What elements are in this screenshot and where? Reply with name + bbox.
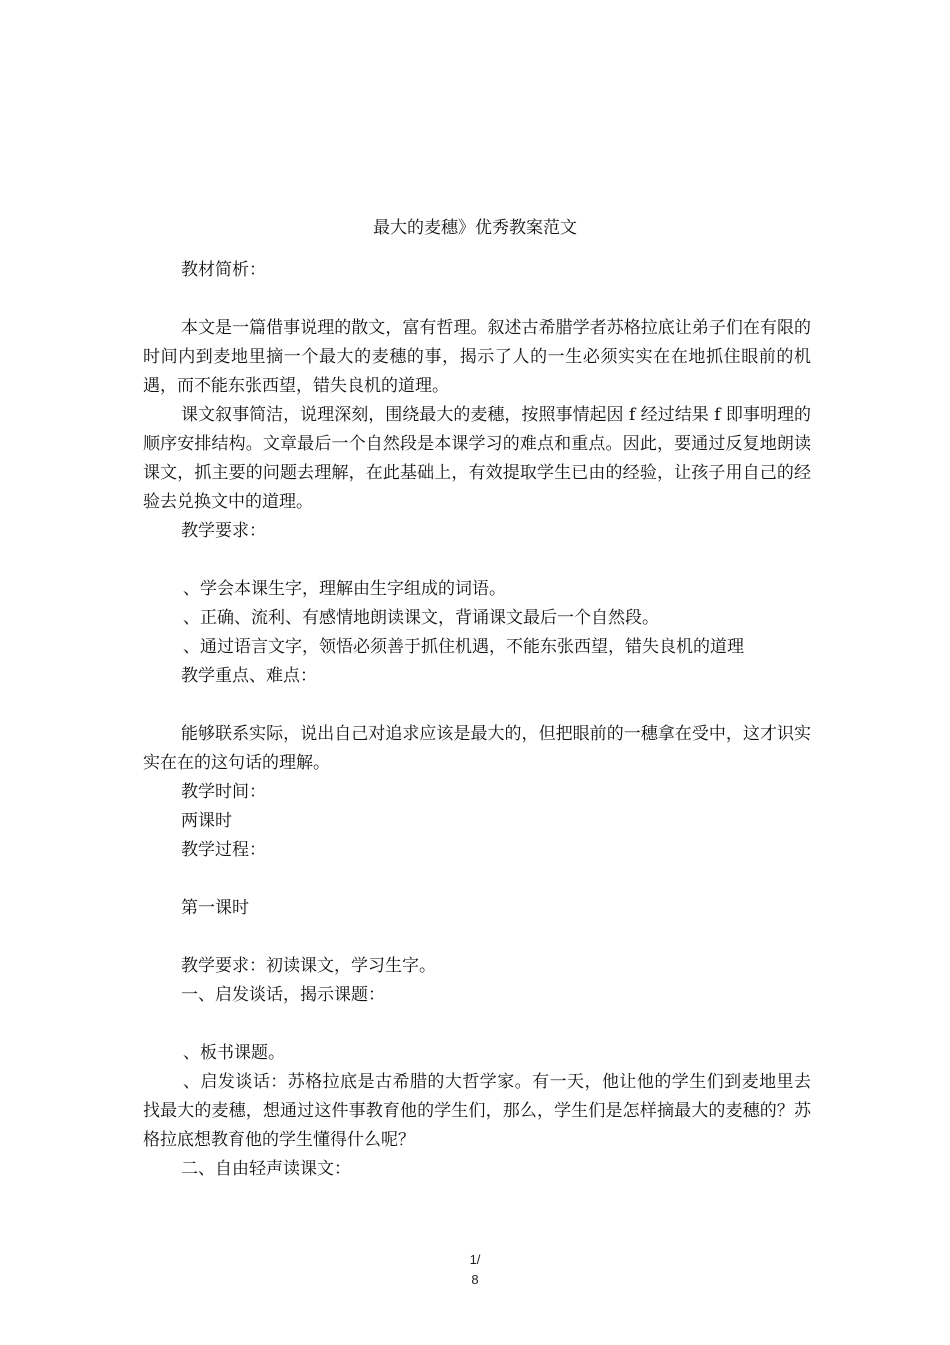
paragraph-key-points: 能够联系实际，说出自己对追求应该是最大的，但把眼前的一穗拿在受中，这才识实实在在的这句话的理解。 [143,724,811,773]
paragraph-structure: 课文叙事简洁，说理深刻，围绕最大的麦穗，按照事情起因 f 经过结果 f 即事明理的顺序安排结构。文章最后一个自然段是本课学习的难点和重点。因此，要通过反复地朗读课文，抓主要的问题去理解，在此基础上，有效提取学生已由的经验，让孩子用自己的经验去兑换文中的道理。 [143,405,811,512]
section-heading-time: 教学时间： [181,782,266,802]
page-number-total: 8 [471,1272,479,1287]
section-heading-step-two: 二、自由轻声读课文： [181,1159,351,1179]
list-item: 、正确、流利、有感情地朗读课文，背诵课文最后一个自然段。 [183,608,659,628]
section-heading-first-lesson: 第一课时 [181,898,249,918]
list-item: 、板书课题。 [183,1043,285,1063]
section-heading-step-one: 一、启发谈话，揭示课题： [181,985,385,1005]
section-heading-requirements: 教学要求： [181,521,266,541]
paragraph-first-lesson-goal: 教学要求：初读课文，学习生字。 [181,956,436,976]
list-item: 、通过语言文字，领悟必须善于抓住机遇，不能东张西望，错失良机的道理 [183,637,744,657]
section-heading-process: 教学过程： [181,840,266,860]
paragraph-time: 两课时 [181,811,232,831]
document-title: 最大的麦穗》优秀教案范文 [373,218,577,238]
paragraph-intro: 本文是一篇借事说理的散文，富有哲理。叙述古希腊学者苏格拉底让弟子们在有限的时间内到麦地里摘一个最大的麦穗的事，揭示了人的一生必须实实在在地抓住眼前的机遇，而不能东张西望，错失良机的道理。 [143,318,811,396]
section-heading-key-points: 教学重点、难点： [181,666,317,686]
list-item: 、学会本课生字，理解由生字组成的词语。 [183,579,506,599]
section-heading-analysis: 教材简析： [181,260,266,280]
list-item: 、启发谈话：苏格拉底是古希腊的大哲学家。有一天，他让他的学生们到麦地里去找最大的麦穗，想通过这件事教育他的学生们，那么，学生们是怎样摘最大的麦穗的？苏格拉底想教育他的学生懂得什么呢？ [143,1072,811,1150]
page-number-current: 1/ [469,1252,481,1267]
page-number [0,1250,950,1290]
document-body [143,256,811,1184]
